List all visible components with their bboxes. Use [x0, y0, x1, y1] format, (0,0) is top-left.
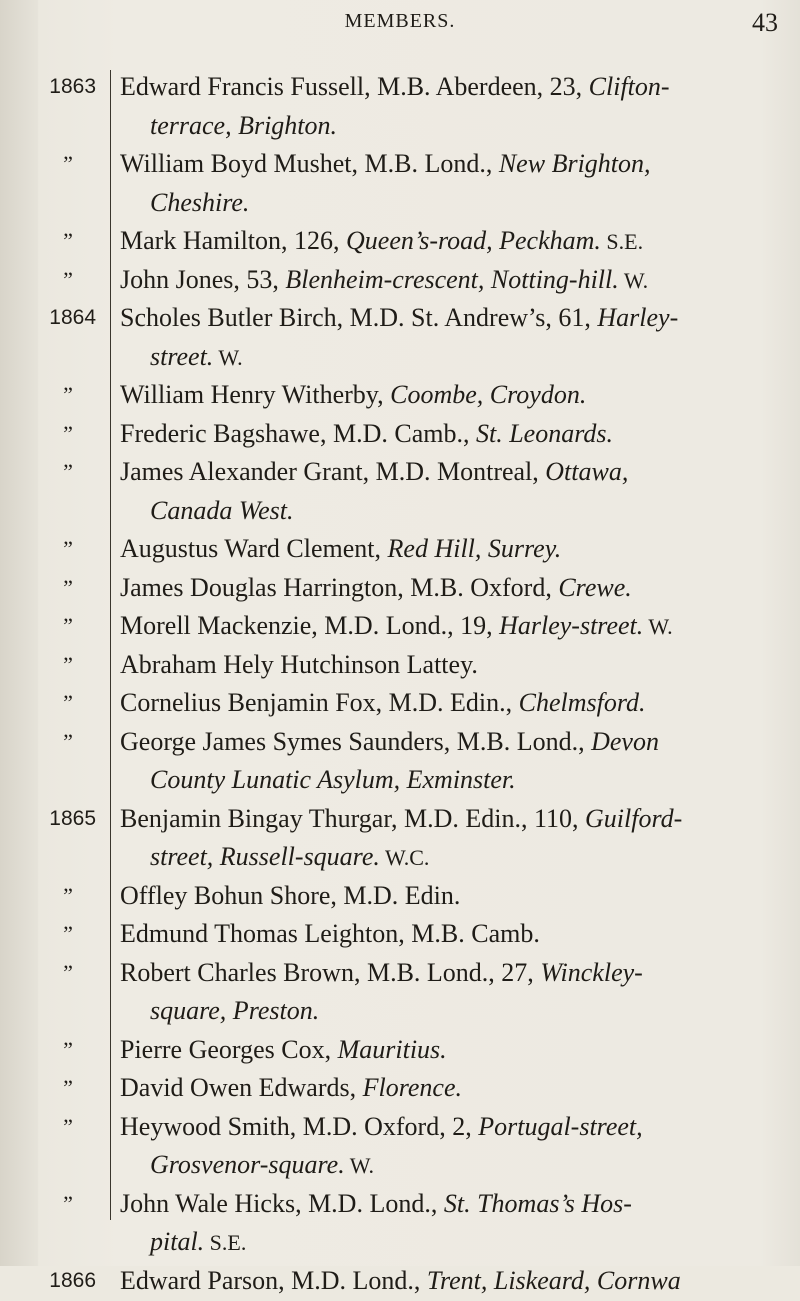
- entry-line: [0, 992, 800, 1031]
- member-name-degree: Heywood Smith, M.D. Oxford, 2,: [120, 1112, 478, 1141]
- member-name-degree: Cornelius Benjamin Fox, M.D. Edin.,: [120, 688, 519, 717]
- entry-line: [0, 1031, 800, 1070]
- member-name-degree: William Henry Witherby,: [120, 380, 390, 409]
- member-text-continuation: [150, 184, 249, 224]
- year-ditto-mark: ”: [58, 915, 78, 954]
- member-text: [120, 569, 632, 609]
- page-number: 43: [752, 8, 778, 38]
- member-address: square, Preston.: [150, 996, 319, 1025]
- member-name-degree: William Boyd Mushet, M.B. Lond.,: [120, 149, 499, 178]
- member-address: Chelmsford.: [519, 688, 646, 717]
- entry-line: [0, 838, 800, 877]
- member-entry: [0, 145, 800, 222]
- entry-line: [0, 299, 800, 338]
- entry-line: [0, 453, 800, 492]
- year-ditto-mark: ”: [58, 222, 78, 261]
- member-address: Florence.: [363, 1073, 462, 1102]
- member-entry: [0, 530, 800, 569]
- member-entry: [0, 1262, 800, 1301]
- entry-line: [0, 1262, 800, 1301]
- member-name-degree: James Douglas Harrington, M.B. Oxford,: [120, 573, 558, 602]
- member-address: Blenheim-crescent, Notting-hill.: [285, 265, 618, 294]
- entry-line: [0, 530, 800, 569]
- entry-line: [0, 800, 800, 839]
- postal-district: W.: [619, 268, 648, 293]
- member-entry: [0, 646, 800, 685]
- member-name-degree: John Jones, 53,: [120, 265, 285, 294]
- member-address: Red Hill, Surrey.: [388, 534, 562, 563]
- member-entry: [0, 954, 800, 1031]
- member-address: Harley-street.: [499, 611, 643, 640]
- member-entry: [0, 1069, 800, 1108]
- member-address: Guilford-: [585, 804, 682, 833]
- entry-line: [0, 1108, 800, 1147]
- entry-line: [0, 954, 800, 993]
- entry-line: [0, 415, 800, 454]
- year-ditto-mark: ”: [58, 1031, 78, 1070]
- member-name-degree: Scholes Butler Birch, M.D. St. Andrew’s, 61,: [120, 303, 597, 332]
- member-address: Devon: [591, 727, 659, 756]
- entry-line: [0, 261, 800, 300]
- member-address: New Brighton,: [499, 149, 651, 178]
- member-name-degree: Abraham Hely Hutchinson Lattey.: [120, 650, 478, 679]
- member-entry: [0, 915, 800, 954]
- member-text: [120, 646, 478, 686]
- year-ditto-mark: ”: [58, 530, 78, 569]
- entry-line: [0, 877, 800, 916]
- member-entry: [0, 415, 800, 454]
- entry-line: [0, 761, 800, 800]
- member-name-degree: Benjamin Bingay Thurgar, M.D. Edin., 110,: [120, 804, 585, 833]
- member-text-continuation: [150, 992, 319, 1032]
- member-text: [120, 222, 643, 262]
- entry-line: [0, 1069, 800, 1108]
- year-ditto-mark: ”: [58, 877, 78, 916]
- year-ditto-mark: ”: [58, 453, 78, 492]
- year-ditto-mark: ”: [58, 261, 78, 300]
- member-text: [120, 68, 670, 108]
- member-text-continuation: [150, 1223, 246, 1263]
- member-name-degree: Frederic Bagshawe, M.D. Camb.,: [120, 419, 476, 448]
- page-header: [0, 10, 800, 44]
- member-address: Ottawa,: [545, 457, 628, 486]
- member-name-degree: James Alexander Grant, M.D. Montreal,: [120, 457, 545, 486]
- member-name-degree: George James Symes Saunders, M.B. Lond.,: [120, 727, 591, 756]
- entry-line: [0, 184, 800, 223]
- entry-line: [0, 1185, 800, 1224]
- postal-district: S.E.: [601, 229, 643, 254]
- entry-line: [0, 376, 800, 415]
- year-ditto-mark: ”: [58, 569, 78, 608]
- entry-line: [0, 68, 800, 107]
- member-entry: [0, 299, 800, 376]
- election-year: 1864: [0, 299, 96, 338]
- entry-line: [0, 1223, 800, 1262]
- member-address: Mauritius.: [338, 1035, 447, 1064]
- member-name-degree: Augustus Ward Clement,: [120, 534, 388, 563]
- member-name-degree: Offley Bohun Shore, M.D. Edin.: [120, 881, 460, 910]
- member-text: [120, 1069, 462, 1109]
- entry-line: [0, 1146, 800, 1185]
- member-list: [0, 68, 800, 1300]
- entry-line: [0, 607, 800, 646]
- member-entry: [0, 684, 800, 723]
- member-address: County Lunatic Asylum, Exminster.: [150, 765, 516, 794]
- member-entry: [0, 569, 800, 608]
- year-ditto-mark: ”: [58, 415, 78, 454]
- member-address: street, Russell-square.: [150, 842, 380, 871]
- member-address: Cheshire.: [150, 188, 249, 217]
- member-text: [120, 800, 682, 840]
- year-ditto-mark: ”: [58, 607, 78, 646]
- year-ditto-mark: ”: [58, 646, 78, 685]
- year-ditto-mark: ”: [58, 1108, 78, 1147]
- member-text-continuation: [150, 1146, 374, 1186]
- member-address: Canada West.: [150, 496, 294, 525]
- entry-line: [0, 107, 800, 146]
- member-text: [120, 261, 648, 301]
- member-entry: [0, 723, 800, 800]
- member-name-degree: Edward Parson, M.D. Lond.,: [120, 1266, 427, 1295]
- member-text-continuation: [150, 338, 243, 378]
- member-name-degree: Edward Francis Fussell, M.B. Aberdeen, 23,: [120, 72, 589, 101]
- postal-district: W.: [213, 345, 242, 370]
- member-name-degree: Pierre Georges Cox,: [120, 1035, 338, 1064]
- member-address: Crewe.: [558, 573, 631, 602]
- member-entry: [0, 607, 800, 646]
- member-address: Harley-: [597, 303, 678, 332]
- member-entry: [0, 222, 800, 261]
- member-address: Portugal-street,: [478, 1112, 642, 1141]
- member-text: [120, 415, 613, 455]
- member-text-continuation: [150, 492, 294, 532]
- member-address: Grosvenor-square.: [150, 1150, 345, 1179]
- postal-district: W.: [345, 1153, 374, 1178]
- member-text: [120, 145, 651, 185]
- member-text-continuation: [150, 761, 516, 801]
- member-address: pital.: [150, 1227, 204, 1256]
- member-address: street.: [150, 342, 213, 371]
- member-text: [120, 1185, 632, 1225]
- member-text: [120, 376, 586, 416]
- member-text: [120, 684, 646, 724]
- member-entry: [0, 68, 800, 145]
- member-address: Trent, Liskeard, Cornwa: [427, 1266, 681, 1295]
- member-name-degree: Edmund Thomas Leighton, M.B. Camb.: [120, 919, 540, 948]
- member-text: [120, 723, 659, 763]
- member-text: [120, 607, 673, 647]
- member-name-degree: Mark Hamilton, 126,: [120, 226, 346, 255]
- member-text-continuation: [150, 838, 429, 878]
- running-head: MEMBERS.: [250, 10, 550, 33]
- member-text: [120, 299, 678, 339]
- member-text: [120, 877, 460, 917]
- member-entry: [0, 261, 800, 300]
- entry-line: [0, 222, 800, 261]
- entry-line: [0, 145, 800, 184]
- postal-district: W.C.: [380, 845, 430, 870]
- year-ditto-mark: ”: [58, 723, 78, 762]
- election-year: 1863: [0, 68, 96, 107]
- member-text-continuation: [150, 107, 337, 147]
- postal-district: S.E.: [204, 1230, 246, 1255]
- member-address: Clifton-: [589, 72, 670, 101]
- member-entry: [0, 1108, 800, 1185]
- member-address: Queen’s-road, Peckham.: [346, 226, 601, 255]
- member-name-degree: Robert Charles Brown, M.B. Lond., 27,: [120, 958, 540, 987]
- member-entry: [0, 1185, 800, 1262]
- entry-line: [0, 569, 800, 608]
- member-entry: [0, 453, 800, 530]
- member-text: [120, 1108, 643, 1148]
- year-ditto-mark: ”: [58, 1185, 78, 1224]
- member-text: [120, 954, 643, 994]
- member-entry: [0, 877, 800, 916]
- member-address: terrace, Brighton.: [150, 111, 337, 140]
- member-address: St. Thomas’s Hos-: [444, 1189, 632, 1218]
- entry-line: [0, 684, 800, 723]
- member-address: St. Leonards.: [476, 419, 613, 448]
- year-ditto-mark: ”: [58, 954, 78, 993]
- year-ditto-mark: ”: [58, 376, 78, 415]
- member-text: [120, 915, 540, 955]
- member-entry: [0, 800, 800, 877]
- member-entry: [0, 376, 800, 415]
- member-name-degree: David Owen Edwards,: [120, 1073, 363, 1102]
- entry-line: [0, 492, 800, 531]
- member-text: [120, 453, 628, 493]
- election-year: 1865: [0, 800, 96, 839]
- entry-line: [0, 646, 800, 685]
- member-name-degree: Morell Mackenzie, M.D. Lond., 19,: [120, 611, 499, 640]
- member-text: [120, 530, 561, 570]
- year-ditto-mark: ”: [58, 145, 78, 184]
- year-ditto-mark: ”: [58, 1069, 78, 1108]
- postal-district: W.: [643, 614, 672, 639]
- election-year: 1866: [0, 1262, 96, 1301]
- year-ditto-mark: ”: [58, 684, 78, 723]
- member-text: [120, 1262, 681, 1301]
- member-text: [120, 1031, 447, 1071]
- member-address: Coombe, Croydon.: [390, 380, 586, 409]
- entry-line: [0, 723, 800, 762]
- member-address: Winckley-: [540, 958, 643, 987]
- member-name-degree: John Wale Hicks, M.D. Lond.,: [120, 1189, 444, 1218]
- entry-line: [0, 915, 800, 954]
- entry-line: [0, 338, 800, 377]
- member-entry: [0, 1031, 800, 1070]
